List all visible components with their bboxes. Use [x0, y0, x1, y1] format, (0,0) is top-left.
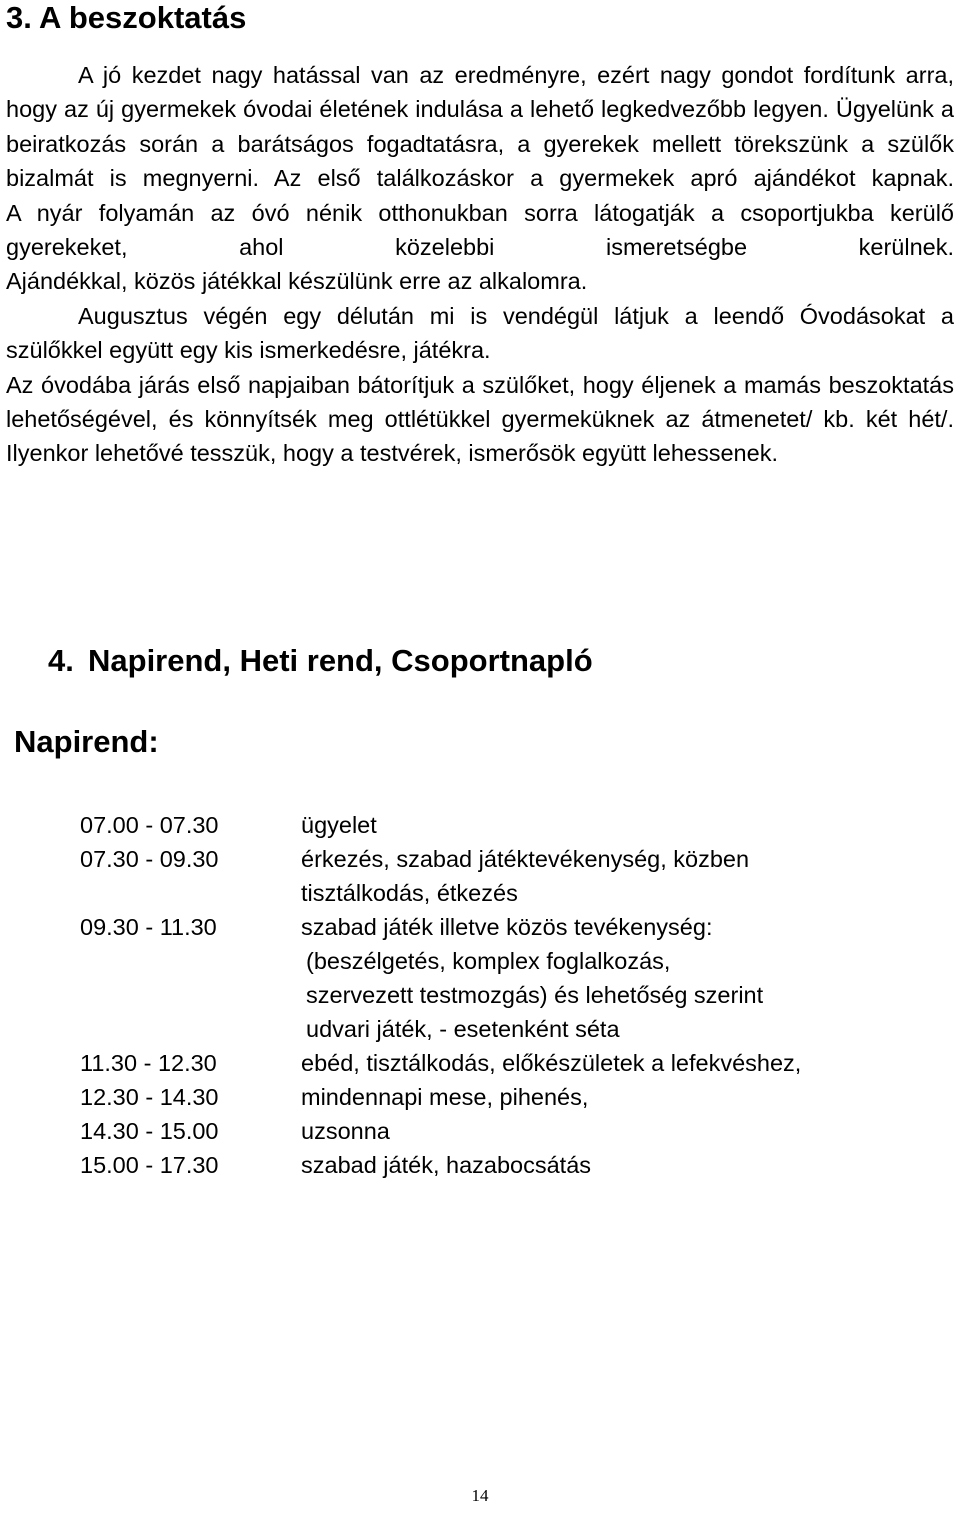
schedule-activity-line: ebéd, tisztálkodás, előkészületek a lefekvéshez, [301, 1050, 802, 1076]
schedule-activity-line: szabad játék, hazabocsátás [301, 1152, 592, 1178]
section-3-number: 3. [6, 0, 32, 35]
section-4-title: Napirend, Heti rend, Csoportnapló [88, 643, 593, 678]
schedule-activity-line: udvari játék, - esetenként séta [306, 1016, 620, 1042]
section-3-body [6, 58, 954, 471]
schedule-activity-line: ügyelet [301, 812, 377, 838]
schedule-activity [301, 1046, 950, 1080]
schedule-activity [301, 910, 950, 1046]
schedule-activity-line: szervezett testmozgás) és lehetőség szerint [306, 982, 764, 1008]
section-4-number: 4. [48, 643, 74, 678]
schedule-row [80, 1148, 950, 1182]
schedule-activity-line: uzsonna [301, 1118, 390, 1144]
schedule-time: 07.00 - 07.30 [80, 812, 219, 838]
schedule-time: 07.30 - 09.30 [80, 846, 219, 872]
schedule-time: 11.30 - 12.30 [80, 1050, 217, 1076]
schedule-activity [301, 808, 950, 842]
schedule-row [80, 910, 950, 1046]
schedule-row [80, 808, 950, 842]
schedule-row [80, 1080, 950, 1114]
napirend-heading [14, 722, 159, 762]
schedule-activity [301, 1080, 950, 1114]
schedule-row [80, 1046, 950, 1080]
paragraph-intro: A jó kezdet nagy hatással van az eredményre, ezért nagy gondot fordítunk arra, hogy az új gyermekek óvodai életének indulása a lehető legkedvezőbb legyen. Ügyelünk a beiratkozás során a barátságos fogadtatásra, a gyerekek mellett törekszünk a szülők bizalmát is megnyerni. Az első találkozáskor a gyermekek apró ajándékot kapnak. [6, 62, 954, 192]
schedule-activity [301, 1114, 950, 1148]
paragraph-summer-visits: A nyár folyamán az óvó nénik otthonukban sorra látogatják a csoportjukba kerülő gyerekeket, ahol közelebbi ismeretségbe kerülnek. [6, 199, 954, 261]
schedule-activity [301, 842, 950, 910]
page-number: 14 [471, 1486, 489, 1505]
section-4-heading [48, 641, 593, 681]
napirend-title: Napirend [14, 724, 149, 759]
schedule-time: 09.30 - 11.30 [80, 914, 217, 940]
section-3-title: A beszoktatás [39, 0, 247, 35]
schedule-activity-line: tisztálkodás, étkezés [301, 880, 518, 906]
paragraph-first-days: Az óvodába járás első napjaiban bátorítjuk a szülőket, hogy éljenek a mamás beszoktatás lehetőségével, és könnyítsék meg ottlétükkel gyermeküknek az átmenetet/ kb. két hét/. Ilyenkor lehetővé tesszük, hogy a testvérek, ismerősök együtt lehessenek. [6, 371, 954, 467]
schedule-activity-line: érkezés, szabad játéktevékenység, közben [301, 846, 750, 872]
schedule-activity-line: szabad játék illetve közös tevékenység: [301, 914, 713, 940]
napirend-colon: : [148, 724, 159, 759]
paragraph-gifts: Ajándékkal, közös játékkal készülünk erre az alkalomra. [6, 268, 588, 295]
schedule-time: 15.00 - 17.30 [80, 1152, 219, 1178]
schedule-time: 12.30 - 14.30 [80, 1084, 219, 1110]
schedule-time: 14.30 - 15.00 [80, 1118, 219, 1144]
schedule-activity-line: mindennapi mese, pihenés, [301, 1084, 589, 1110]
section-3-heading [6, 0, 246, 38]
schedule-activity [301, 1148, 950, 1182]
schedule-activity-line: (beszélgetés, komplex foglalkozás, [306, 948, 671, 974]
paragraph-august: Augusztus végén egy délután mi is vendégül látjuk a leendő Óvodásokat a szülőkkel együtt egy kis ismerkedésre, játékra. [6, 302, 954, 364]
schedule-row [80, 1114, 950, 1148]
schedule-row [80, 842, 950, 910]
daily-schedule [80, 808, 950, 1182]
